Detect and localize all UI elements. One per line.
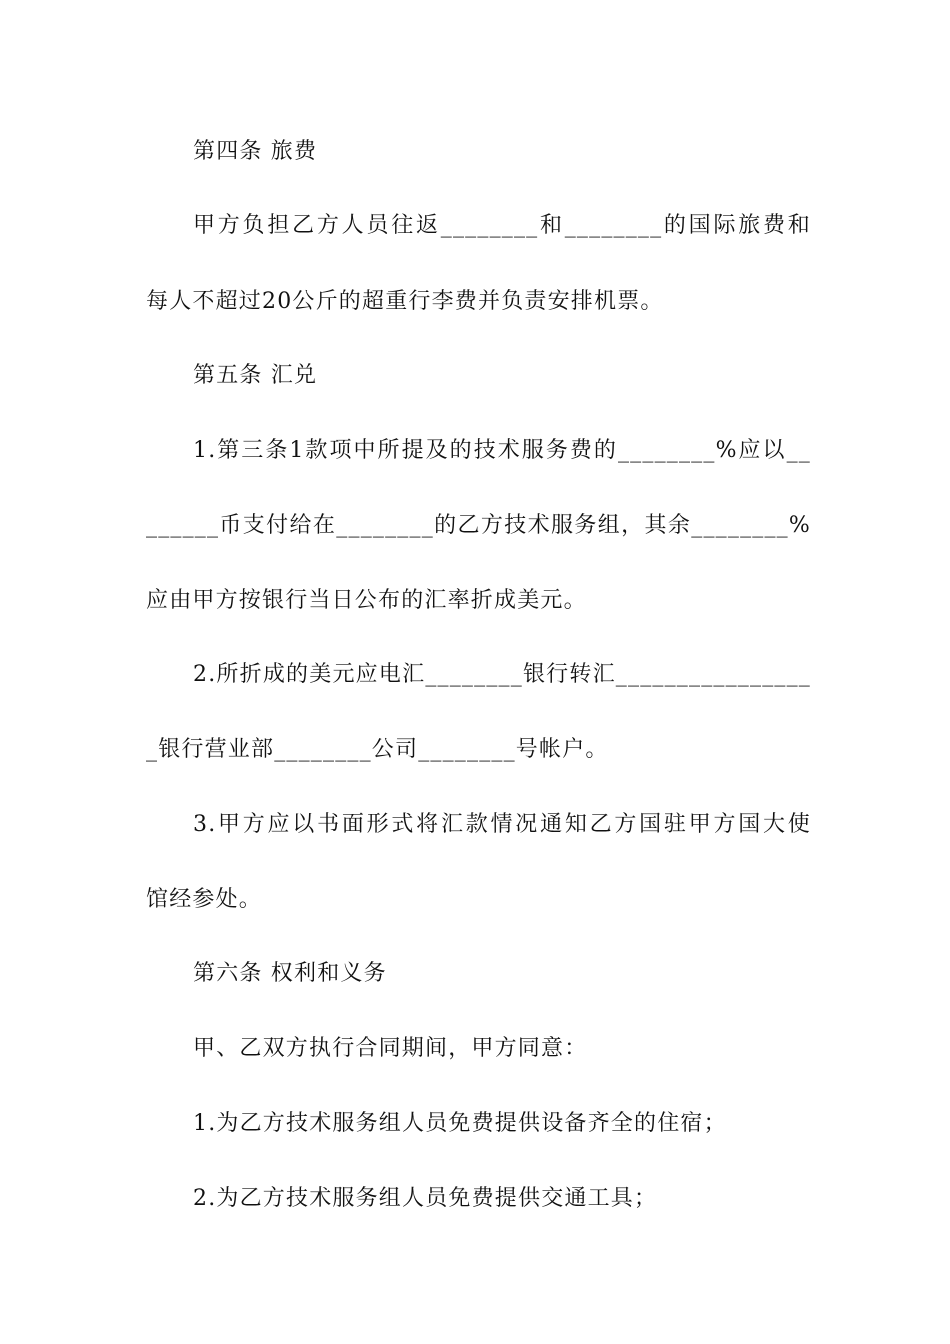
paragraph-line: 应由甲方按银行当日公布的汇率折成美元。 (146, 588, 587, 613)
paragraph-line: 馆经参处。 (146, 887, 263, 912)
article-6-heading: 第六条 权利和义务 (193, 961, 387, 986)
list-item: 1.为乙方技术服务组人员免费提供设备齐全的住宿； (193, 1111, 727, 1136)
paragraph-line: 甲、乙双方执行合同期间，甲方同意： (193, 1036, 588, 1061)
list-item: 2.为乙方技术服务组人员免费提供交通工具； (193, 1186, 658, 1211)
paragraph-line: 甲方负担乙方人员往返________和________的国际旅费和 (193, 213, 811, 238)
paragraph-line: ______币支付给在________的乙方技术服务组，其余________% (146, 513, 811, 538)
paragraph-line: 3.甲方应以书面形式将汇款情况通知乙方国驻甲方国大使 (193, 812, 811, 837)
paragraph-line: _银行营业部________公司________号帐户。 (146, 737, 609, 762)
article-5-heading: 第五条 汇兑 (193, 363, 318, 388)
paragraph-line: 1.第三条1款项中所提及的技术服务费的________%应以__ (193, 438, 811, 463)
article-4-heading: 第四条 旅费 (193, 139, 318, 164)
paragraph-line: 2.所折成的美元应电汇________银行转汇________________ (193, 662, 811, 687)
paragraph-line: 每人不超过20公斤的超重行李费并负责安排机票。 (146, 289, 664, 314)
